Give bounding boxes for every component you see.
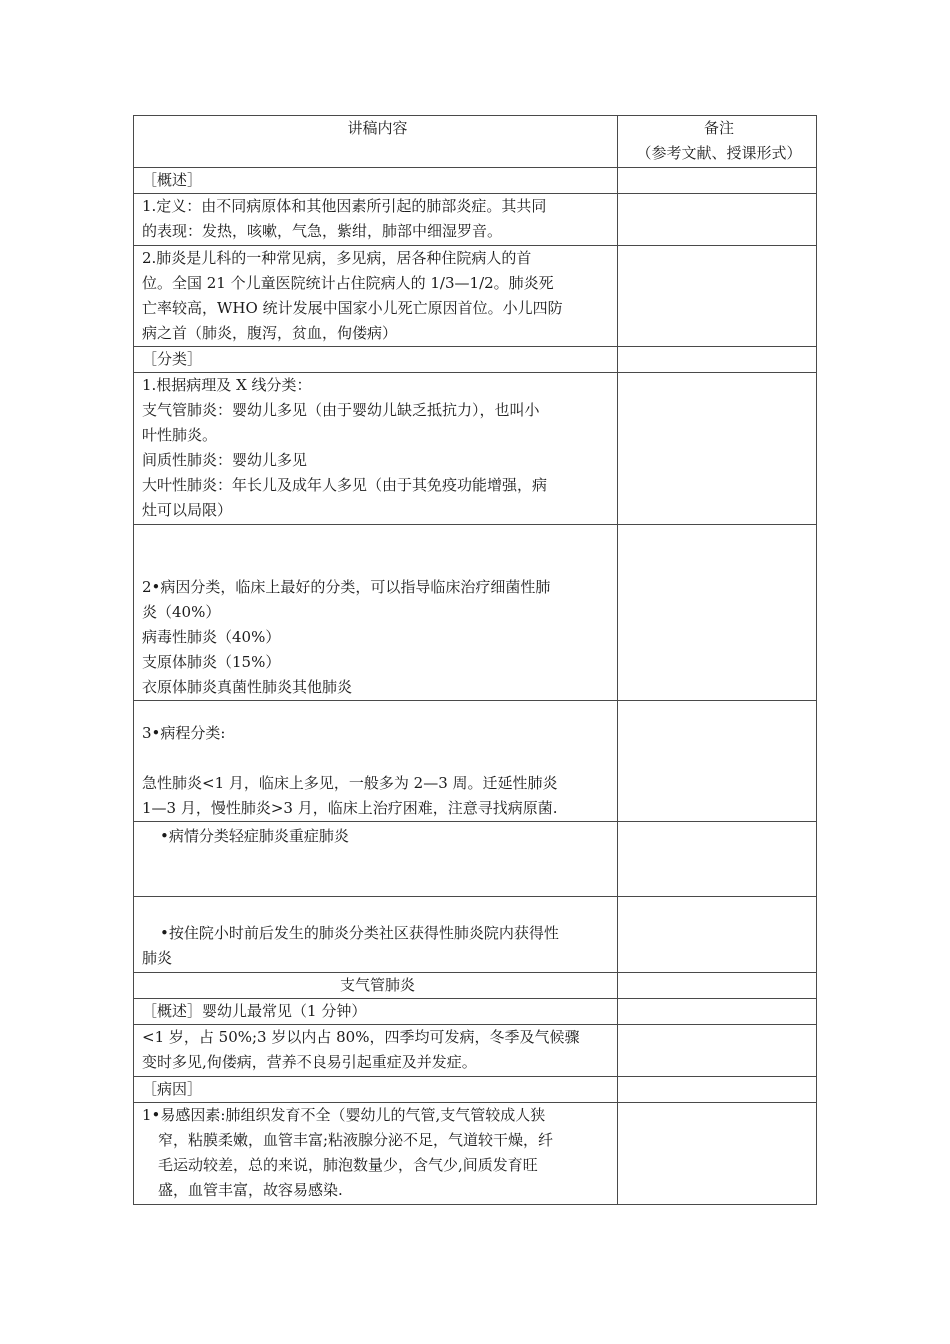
table-row [134, 246, 817, 347]
note-cell [618, 973, 817, 999]
text-line: 2.肺炎是儿科的一种常见病，多见病，居各种住院病人的首 [142, 249, 532, 267]
table-row [134, 1103, 817, 1205]
lecture-table [133, 115, 817, 1205]
text-line: 1•易感因素:肺组织发育不全（婴幼儿的气管,支气管较成人狭 [142, 1106, 546, 1124]
cause-heading: ［病因］ [134, 1077, 618, 1103]
header-main-cell [134, 116, 618, 168]
note-cell [618, 525, 817, 701]
table-row [134, 194, 817, 246]
text-line: 毛运动较差，总的来说，肺泡数量少，含气少,间质发育旺 [158, 1156, 538, 1174]
text-line: 窄，粘膜柔嫩，血管丰富;粘液腺分泌不足，气道较干燥，纤 [158, 1131, 554, 1149]
table-row [134, 373, 817, 525]
header-note-cell [618, 116, 817, 168]
text-line: 位。全国 21 个儿童医院统计占住院病人的 1/3—1/2。肺炎死 [142, 274, 554, 292]
table-row [134, 1025, 817, 1077]
course-title: 3•病程分类: [142, 724, 226, 742]
table-row [134, 897, 817, 973]
note-cell [618, 347, 817, 373]
bronchopneumonia-title: 支气管肺炎 [134, 973, 618, 999]
severity-classification: •病情分类轻症肺炎重症肺炎 [134, 822, 618, 897]
pathology-classification-cell [134, 373, 618, 525]
note-cell [618, 701, 817, 822]
table-header-row [134, 116, 817, 168]
table-row [134, 999, 817, 1025]
note-cell [618, 168, 817, 194]
text-line: 支原体肺炎（15%） [142, 653, 281, 671]
text-line: 2•病因分类，临床上最好的分类，可以指导临床治疗细菌性肺 [142, 578, 551, 596]
text-line: 亡率较高，WHO 统计发展中国家小儿死亡原因首位。小儿四防 [142, 299, 563, 317]
note-cell [618, 999, 817, 1025]
text-line: 1—3 月，慢性肺炎>3 月，临床上治疗困难，注意寻找病原菌. [142, 799, 558, 817]
text-line: <1 岁，占 50%;3 岁以内占 80%，四季均可发病，冬季及气候骤 [142, 1028, 580, 1046]
etiology-classification-cell [134, 525, 618, 701]
text-line: •按住院小时前后发生的肺炎分类社区获得性肺炎院内获得性 [160, 924, 559, 942]
note-cell [618, 1025, 817, 1077]
table-row [134, 822, 817, 897]
text-line: 急性肺炎<1 月，临床上多见，一般多为 2—3 周。迁延性肺炎 [142, 774, 558, 792]
bp-epidemiology-cell [134, 1025, 618, 1077]
header-main-label: 讲稿内容 [347, 119, 408, 137]
text-line: 叶性肺炎。 [142, 426, 218, 444]
text-line: 肺炎 [142, 949, 173, 967]
spacer [142, 746, 613, 771]
table-row [134, 347, 817, 373]
overview-heading: ［概述］ [134, 168, 618, 194]
table-row [134, 168, 817, 194]
text-line: 灶可以局限） [142, 501, 233, 519]
note-cell [618, 1103, 817, 1205]
acquisition-classification-cell [134, 897, 618, 973]
table-row [134, 1077, 817, 1103]
text-line: 盛，血管丰富，故容易感染. [158, 1181, 343, 1199]
text-line: 的表现：发热，咳嗽，气急，紫绀，肺部中细湿罗音。 [142, 222, 503, 240]
bp-overview-heading: ［概述］婴幼儿最常见（1 分钟） [134, 999, 618, 1025]
text-line: 病毒性肺炎（40%） [142, 628, 281, 646]
text-line: 衣原体肺炎真菌性肺炎其他肺炎 [142, 678, 353, 696]
susceptibility-cell [134, 1103, 618, 1205]
note-cell [618, 822, 817, 897]
table-row [134, 525, 817, 701]
definition-cell [134, 194, 618, 246]
text-line: 间质性肺炎：婴幼儿多见 [142, 451, 308, 469]
course-classification-cell [134, 701, 618, 822]
text-line: 炎（40%） [142, 603, 221, 621]
note-cell [618, 1077, 817, 1103]
note-cell [618, 897, 817, 973]
classification-heading: ［分类］ [134, 347, 618, 373]
note-cell [618, 246, 817, 347]
text-line: 支气管肺炎：婴幼儿多见（由于婴幼儿缺乏抵抗力），也叫小 [142, 401, 540, 419]
note-cell [618, 194, 817, 246]
prevalence-cell [134, 246, 618, 347]
text-line: 大叶性肺炎：年长儿及成年人多见（由于其免疫功能增强，病 [142, 476, 548, 494]
text-line: 病之首（肺炎，腹泻，贫血，佝偻病） [142, 324, 398, 342]
note-cell [618, 373, 817, 525]
text-line: 变时多见,佝偻病，营养不良易引起重症及并发症。 [142, 1053, 477, 1071]
header-note-sub: （参考文献、授课形式） [636, 144, 802, 162]
header-note-label: 备注 [703, 119, 734, 137]
table-row [134, 701, 817, 822]
text-line: 1.根据病理及 X 线分类： [142, 376, 312, 394]
text-line: 1.定义：由不同病原体和其他因素所引起的肺部炎症。其共同 [142, 197, 547, 215]
table-row [134, 973, 817, 999]
